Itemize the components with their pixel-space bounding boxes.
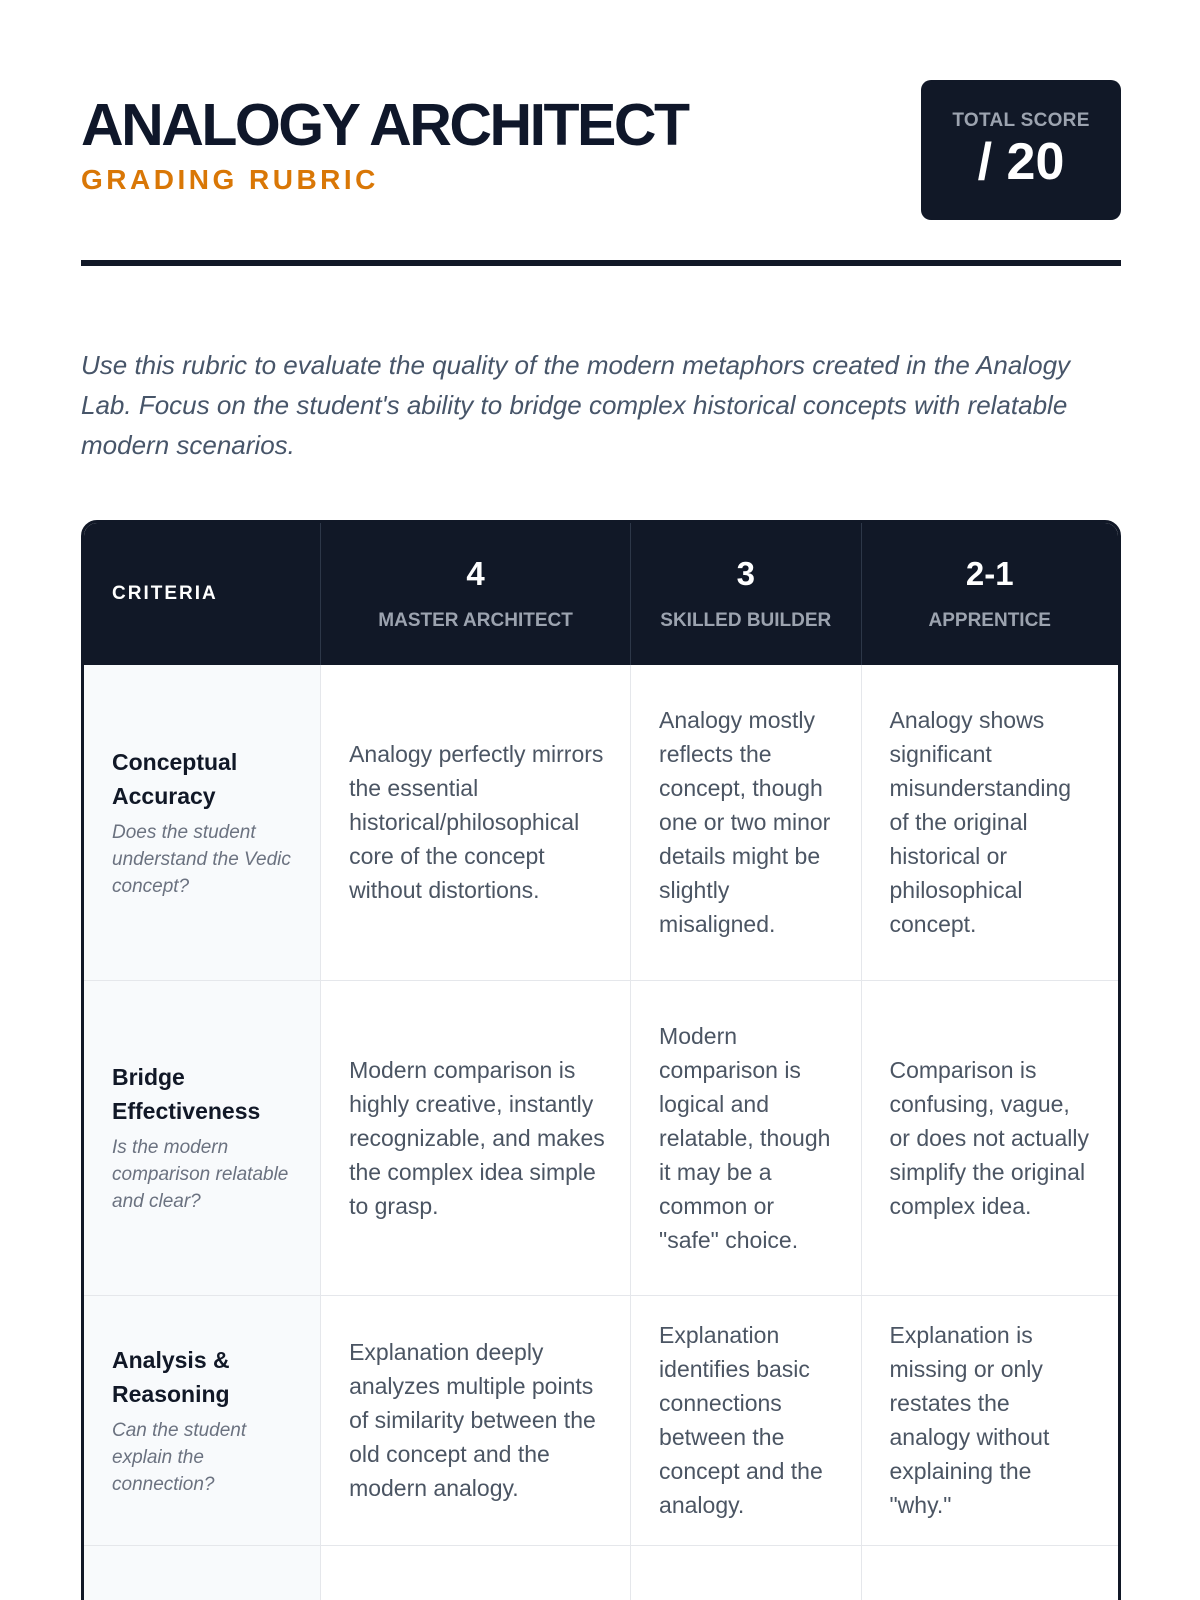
level-header [321, 523, 631, 665]
table-header-row [84, 523, 1118, 665]
rubric-cell: Explanation deeply analyzes multiple points of similarity between the old concept and the modern analogy. [321, 1295, 631, 1545]
rubric-cell: Modern comparison is highly creative, instantly recognizable, and makes the complex idea simple to grasp. [321, 980, 631, 1295]
table-row [84, 665, 1118, 980]
criteria-header: CRITERIA [84, 523, 321, 665]
level-name: APPRENTICE [928, 609, 1051, 631]
criteria-name: Analysis & Reasoning [112, 1346, 230, 1407]
criteria-name: Conceptual Accuracy [112, 748, 238, 809]
score-label: TOTAL SCORE [952, 110, 1090, 131]
header-divider [81, 260, 1121, 266]
rubric-cell: Analogy perfectly mirrors the essential historical/philosophical core of the concept without distortions. [321, 665, 631, 980]
rubric-cell: Analogy shows significant misunderstanding of the original historical or philosophical concept. [861, 665, 1118, 980]
intro-text: Use this rubric to evaluate the quality of the modern metaphors created in the Analogy Lab. Focus on the student's ability to bridge complex historical concepts with relatable modern scenarios. [81, 350, 1071, 460]
rubric-cell: Modern comparison is logical and relatable, though it may be a common or "safe" choice. [631, 980, 861, 1295]
level-points: 4 [466, 554, 485, 592]
level-points: 2-1 [965, 554, 1014, 592]
level-header [631, 523, 861, 665]
table-row [84, 1295, 1118, 1545]
page-title: ANALOGY ARCHITECT [81, 92, 688, 158]
rubric-cell: Comparison is confusing, vague, or does not actually simplify the original complex idea. [861, 980, 1118, 1295]
criteria-question: Is the modern comparison relatable and clear? [112, 1137, 289, 1212]
rubric-table-container [81, 520, 1121, 1600]
page-subtitle: GRADING RUBRIC [81, 164, 379, 195]
level-points: 3 [736, 554, 755, 592]
level-name: SKILLED BUILDER [660, 609, 832, 631]
header [81, 80, 1121, 220]
criteria-question: Can the student explain the connection? [112, 1419, 247, 1495]
level-name: MASTER ARCHITECT [378, 609, 573, 631]
rubric-table [84, 523, 1118, 1600]
table-row [84, 1545, 1118, 1600]
rubric-cell [631, 1545, 861, 1600]
level-header [861, 523, 1118, 665]
rubric-cell: Explanation identifies basic connections between the concept and the analogy. [631, 1295, 861, 1545]
criteria-cell [84, 980, 321, 1295]
criteria-name: Bridge Effectiveness [112, 1064, 261, 1124]
rubric-cell: Analogy mostly reflects the concept, though one or two minor details might be slightly misaligned. [631, 665, 861, 980]
criteria-cell [84, 665, 321, 980]
rubric-cell: Explanation is missing or only restates the analogy without explaining the "why." [861, 1295, 1118, 1545]
rubric-cell [321, 1545, 631, 1600]
criteria-question: Does the student understand the Vedic concept? [112, 821, 291, 897]
total-score-box [921, 80, 1121, 220]
score-value: / 20 [977, 133, 1065, 191]
table-row [84, 980, 1118, 1295]
criteria-cell [84, 1295, 321, 1545]
rubric-cell [861, 1545, 1118, 1600]
criteria-cell [84, 1545, 321, 1600]
